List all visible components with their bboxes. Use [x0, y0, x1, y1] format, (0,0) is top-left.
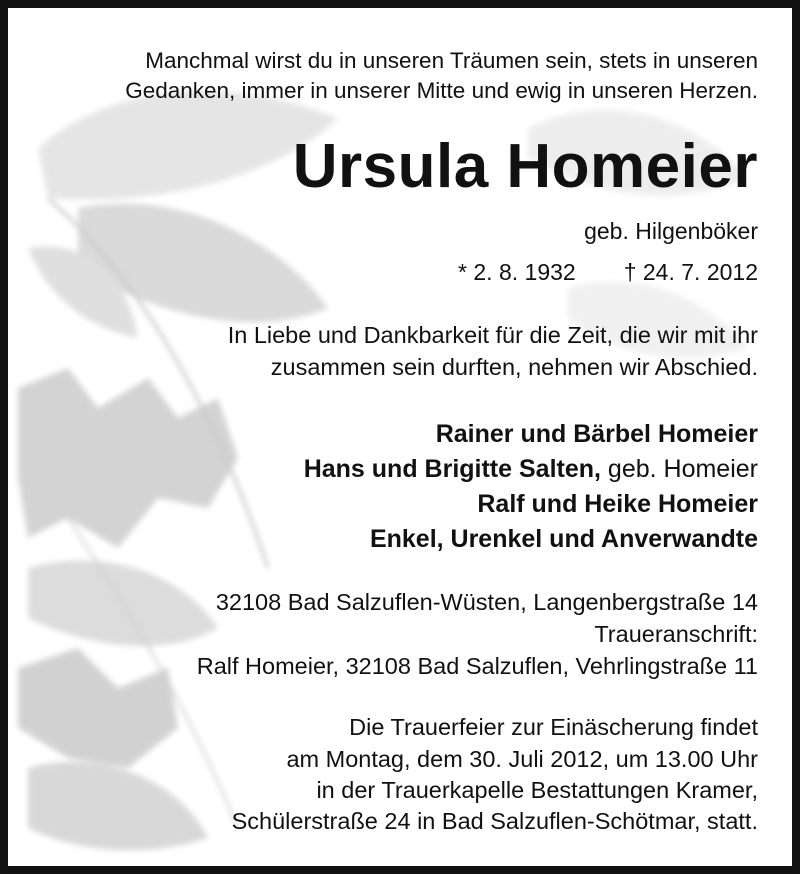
ceremony-line: Die Trauerfeier zur Einäscherung findet: [349, 714, 758, 740]
death-date: † 24. 7. 2012: [623, 259, 758, 285]
family-names: Rainer und Bärbel Homeier: [435, 420, 758, 448]
farewell-line: zusammen sein durften, nehmen wir Abschied.: [270, 354, 758, 380]
family-line: [304, 457, 758, 482]
home-address: 32108 Bad Salzuflen-Wüsten, Langenbergstraße 14: [215, 589, 758, 615]
family-note: geb. Homeier: [600, 455, 758, 483]
mourning-address: Ralf Homeier, 32108 Bad Salzuflen, Vehrlingstraße 11: [196, 653, 758, 679]
farewell-line: In Liebe und Dankbarkeit für die Zeit, die wir mit ihr: [227, 322, 758, 348]
deceased-name: Ursula Homeier: [292, 132, 758, 201]
life-dates: [458, 261, 758, 284]
motto-line: Gedanken, immer in unserer Mitte und ewig in unseren Herzen.: [125, 78, 758, 103]
ceremony-line: Schülerstraße 24 in Bad Salzuflen-Schötmar, statt.: [231, 808, 758, 834]
mourning-label: Traueranschrift:: [594, 621, 758, 647]
family-line: [477, 492, 758, 517]
notice-text: [8, 8, 792, 866]
ceremony-line: in der Trauerkapelle Bestattungen Kramer,: [316, 777, 758, 803]
family-names: Enkel, Urenkel und Anverwandte: [369, 525, 758, 553]
motto-line: Manchmal wirst du in unseren Träumen sein, stets in unseren: [145, 48, 758, 73]
birth-date: * 2. 8. 1932: [458, 259, 576, 285]
ceremony-line: am Montag, dem 30. Juli 2012, um 13.00 Uhr: [286, 746, 758, 772]
family-line: [370, 527, 758, 552]
family-line: [436, 422, 758, 447]
family-names: Ralf und Heike Homeier: [477, 490, 758, 518]
birth-name: geb. Hilgenböker: [584, 218, 758, 244]
family-names: Hans und Brigitte Salten,: [303, 455, 601, 483]
